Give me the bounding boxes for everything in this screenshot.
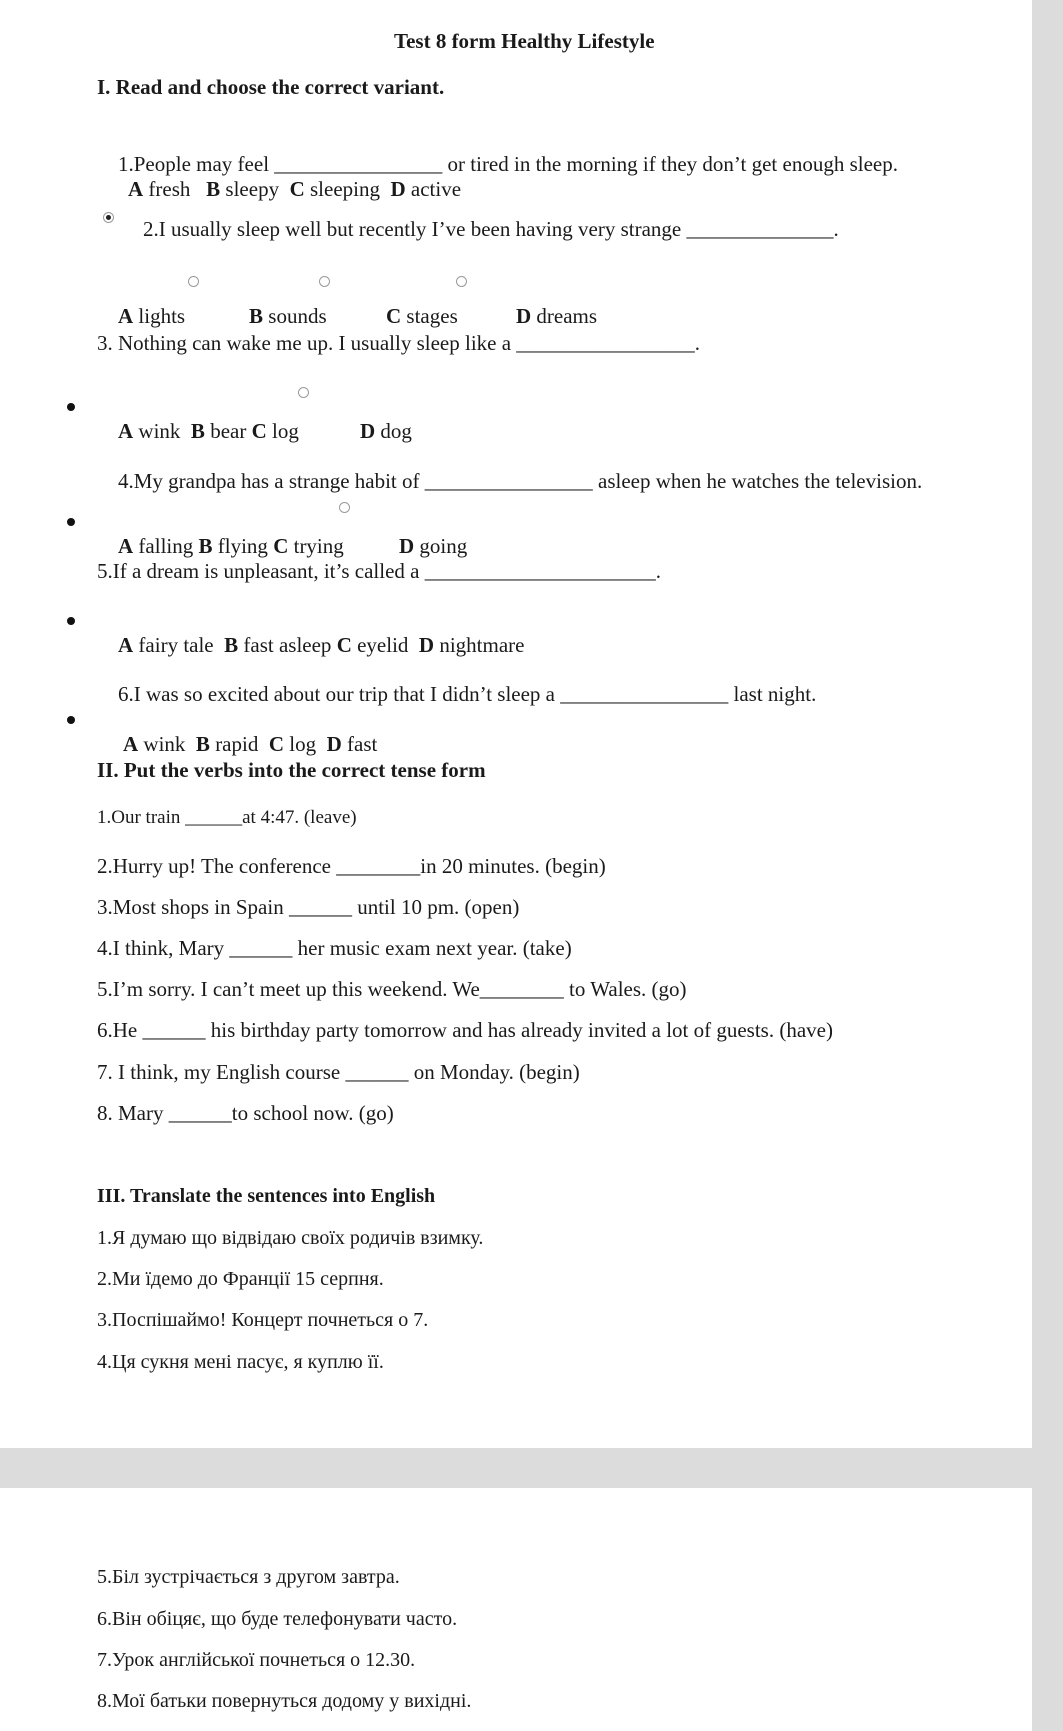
radio-button[interactable] xyxy=(298,387,309,398)
question-1-text-after: or tired in the morning if they don’t get enough sleep. xyxy=(442,152,898,176)
q3-option-d: dog xyxy=(375,419,412,443)
translate-item-1: 1.Я думаю що відвідаю своїх родичів взимку. xyxy=(97,1227,484,1249)
question-6-blank: ________________ xyxy=(560,682,729,706)
question-1-blank: ________________ xyxy=(274,152,443,176)
translate-item-2: 2.Ми їдемо до Франції 15 серпня. xyxy=(97,1268,384,1290)
translate-item-3: 3.Поспішаймо! Концерт почнеться о 7. xyxy=(97,1309,429,1331)
verb-item-6: 6.He ______ his birthday party tomorrow and has already invited a lot of guests. (have) xyxy=(97,1018,833,1042)
verb-item-4: 4.I think, Mary ______ her music exam next year. (take) xyxy=(97,936,572,960)
translate-item-8: 8.Мої батьки повернуться додому у вихідні. xyxy=(97,1690,472,1712)
q4-option-d: going xyxy=(414,534,468,558)
question-4-text-after: asleep when he watches the television. xyxy=(592,469,923,493)
document-page-2 xyxy=(0,1488,1032,1731)
q6-option-b-letter: B xyxy=(195,732,210,756)
translate-item-5: 5.Біл зустрічається з другом завтра. xyxy=(97,1566,400,1588)
q6-option-c-letter: C xyxy=(268,732,285,756)
q3-option-c: log xyxy=(266,419,299,443)
radio-button[interactable] xyxy=(339,502,350,513)
verb-item-2: 2.Hurry up! The conference ________in 20 minutes. (begin) xyxy=(97,854,606,878)
q5-option-c-letter: C xyxy=(336,633,352,657)
bullet xyxy=(67,617,75,625)
verb-item-8: 8. Mary ______to school now. (go) xyxy=(97,1101,394,1125)
q1-option-d: active xyxy=(405,177,462,201)
q3-option-c-letter: C xyxy=(251,419,267,443)
translate-item-4: 4.Ця сукня мені пасує, я куплю її. xyxy=(97,1351,384,1373)
q1-option-b: sleepy xyxy=(220,177,280,201)
q1-option-a-letter: A xyxy=(128,177,144,201)
q2-option-b: sounds xyxy=(263,304,327,328)
question-1-options xyxy=(107,153,461,225)
question-5: 5.If a dream is unpleasant, it’s called a ______________________. xyxy=(97,559,661,583)
q6-option-d-letter: D xyxy=(326,732,342,756)
q2-option-d-letter: D xyxy=(516,304,532,328)
q3-option-d-letter: D xyxy=(360,419,376,443)
q1-option-c: sleeping xyxy=(304,177,380,201)
q4-option-c-letter: C xyxy=(273,534,289,558)
q2-option-c-letter: C xyxy=(386,304,402,328)
verb-item-7: 7. I think, my English course ______ on Monday. (begin) xyxy=(97,1060,580,1084)
radio-button[interactable] xyxy=(188,276,199,287)
q5-option-b: fast asleep xyxy=(238,633,332,657)
q5-option-d-letter: D xyxy=(418,633,435,657)
page-gutter xyxy=(1032,0,1063,1731)
q5-option-c: eyelid xyxy=(351,633,409,657)
radio-button[interactable] xyxy=(456,276,467,287)
question-3: 3. Nothing can wake me up. I usually sleep like a _________________. xyxy=(97,331,701,355)
radio-button[interactable] xyxy=(319,276,330,287)
q4-option-c: trying xyxy=(288,534,344,558)
question-1-text-before: 1.People may feel xyxy=(118,152,275,176)
q6-option-b: rapid xyxy=(209,732,259,756)
question-4-blank: ________________ xyxy=(424,469,593,493)
question-2: 2.I usually sleep well but recently I’ve been having very strange ______________. xyxy=(143,217,839,241)
q3-option-b: bear xyxy=(204,419,247,443)
document-title: Test 8 form Healthy Lifestyle xyxy=(394,29,655,53)
q4-option-a: falling xyxy=(133,534,194,558)
q2-option-c: stages xyxy=(401,304,458,328)
verb-item-5: 5.I’m sorry. I can’t meet up this weekend. We________ to Wales. (go) xyxy=(97,977,687,1001)
bullet xyxy=(67,403,75,411)
q6-option-c: log xyxy=(284,732,317,756)
q4-option-b-letter: B xyxy=(198,534,213,558)
q6-option-d: fast xyxy=(341,732,378,756)
q6-option-a-letter: A xyxy=(123,732,139,756)
q1-option-a: fresh xyxy=(143,177,191,201)
q5-option-a: fairy tale xyxy=(133,633,214,657)
verb-item-3: 3.Most shops in Spain ______ until 10 pm. (open) xyxy=(97,895,520,919)
q3-option-a: wink xyxy=(133,419,181,443)
q3-option-a-letter: A xyxy=(118,419,134,443)
section-2-heading: II. Put the verbs into the correct tense form xyxy=(97,758,486,782)
question-6-text-after: last night. xyxy=(728,682,817,706)
q3-option-b-letter: B xyxy=(190,419,205,443)
q4-option-b: flying xyxy=(212,534,268,558)
q4-option-a-letter: A xyxy=(118,534,134,558)
question-4-text-before: 4.My grandpa has a strange habit of xyxy=(118,469,425,493)
q2-option-b-letter: B xyxy=(249,304,264,328)
q5-option-b-letter: B xyxy=(224,633,239,657)
radio-button-selected[interactable] xyxy=(103,212,114,223)
q2-option-d: dreams xyxy=(531,304,598,328)
q1-option-c-letter: C xyxy=(289,177,305,201)
translate-item-6: 6.Він обіцяє, що буде телефонувати часто. xyxy=(97,1608,458,1630)
q1-option-d-letter: D xyxy=(390,177,406,201)
q5-option-a-letter: A xyxy=(118,633,134,657)
bullet xyxy=(67,716,75,724)
q1-option-b-letter: B xyxy=(206,177,221,201)
question-4 xyxy=(97,445,922,517)
q6-option-a: wink xyxy=(138,732,186,756)
q4-option-d-letter: D xyxy=(399,534,415,558)
section-1-heading: I. Read and choose the correct variant. xyxy=(97,75,445,99)
section-3-heading: III. Translate the sentences into English xyxy=(97,1185,436,1207)
verb-item-1: 1.Our train ______at 4:47. (leave) xyxy=(97,807,357,828)
q2-option-a: lights xyxy=(133,304,186,328)
q5-option-d: nightmare xyxy=(434,633,525,657)
q2-option-a-letter: A xyxy=(118,304,134,328)
question-6-text-before: 6.I was so excited about our trip that I didn’t sleep a xyxy=(118,682,561,706)
bullet xyxy=(67,518,75,526)
translate-item-7: 7.Урок англійської почнеться о 12.30. xyxy=(97,1649,416,1671)
